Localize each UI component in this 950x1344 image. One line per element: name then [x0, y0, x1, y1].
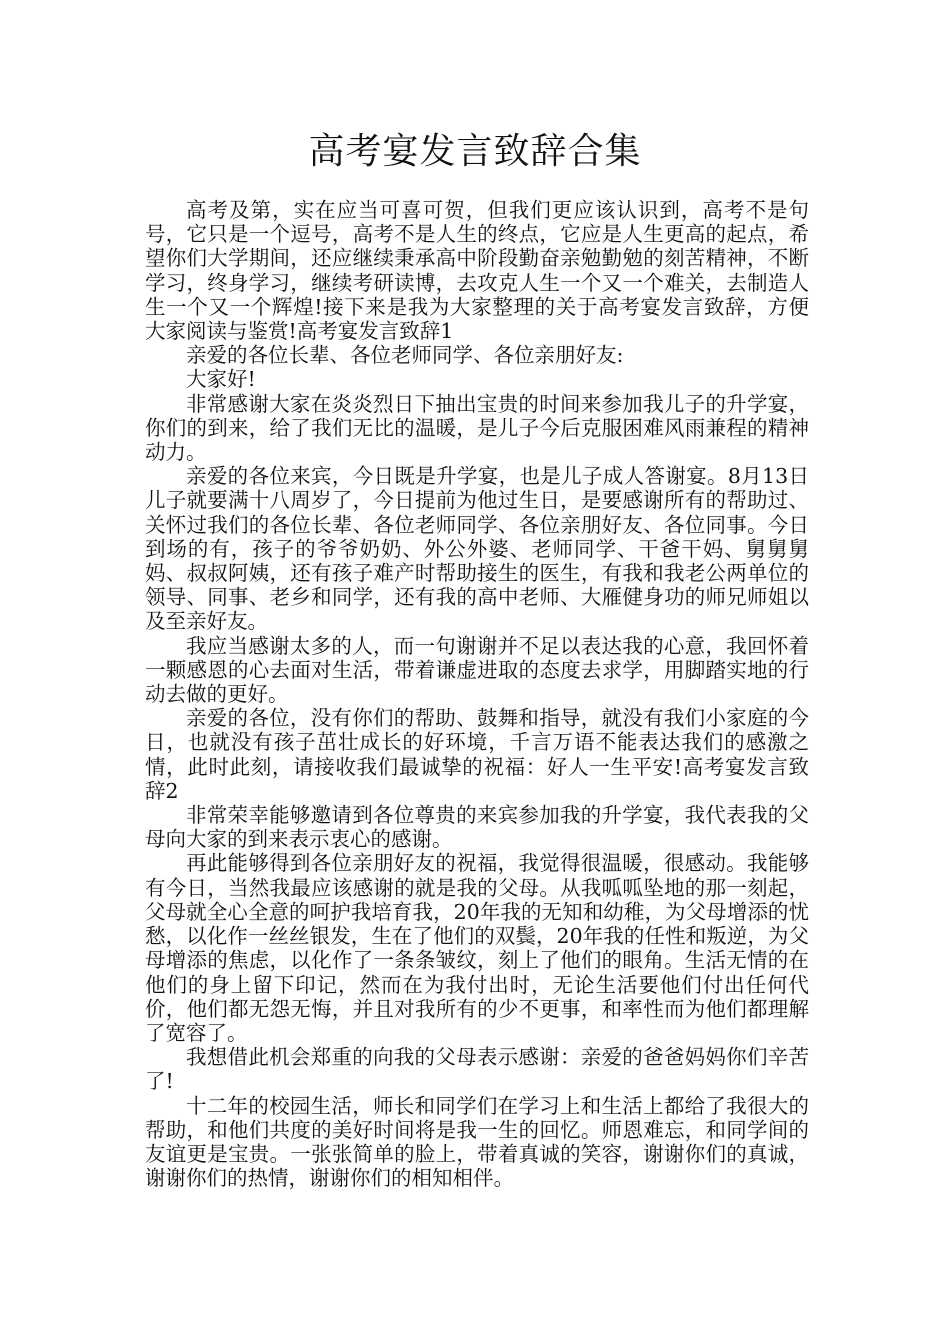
paragraph-honor: 非常荣幸能够邀请到各位尊贵的来宾参加我的升学宴，我代表我的父母向大家的到来表示衷心的感谢。	[145, 803, 809, 852]
paragraph-school-life: 十二年的校园生活，师长和同学们在学习上和生活上都给了我很大的帮助，和他们共度的美好时间将是我一生的回忆。师恩难忘，和同学间的友谊更是宝贵。一张张简单的脸上，带着真诚的笑容，谢谢你们的真诚，谢谢你们的热情，谢谢你们的相知相伴。	[145, 1093, 809, 1191]
document-body	[145, 198, 809, 1190]
paragraph-guests: 亲爱的各位来宾，今日既是升学宴，也是儿子成人答谢宴。8月13日儿子就要满十八周岁了，今日提前为他过生日，是要感谢所有的帮助过、关怀过我们的各位长辈、各位老师同学、各位亲朋好友、各位同事。今日到场的有，孩子的爷爷奶奶、外公外婆、老师同学、干爸干妈、舅舅舅妈、叔叔阿姨，还有孩子难产时帮助接生的医生，有我和我老公两单位的领导、同事、老乡和同学，还有我的高中老师、大雁健身功的师兄师姐以及至亲好友。	[145, 464, 809, 634]
paragraph-intro: 高考及第，实在应当可喜可贺，但我们更应该认识到，高考不是句号，它只是一个逗号，高考不是人生的终点，它应是人生更高的起点，希望你们大学期间，还应继续秉承高中阶段勤奋亲勉勤勉的刻苦精神，不断学习，终身学习，继续考研读博，去攻克人生一个又一个难关，去制造人生一个又一个辉煌!接下来是我为大家整理的关于高考宴发言致辞，方便大家阅读与鉴赏!高考宴发言致辞1	[145, 198, 809, 344]
paragraph-greeting-guests: 亲爱的各位长辈、各位老师同学、各位亲朋好友:	[186, 343, 624, 368]
paragraph-parents: 再此能够得到各位亲朋好友的祝福，我觉得很温暖，很感动。我能够有今日，当然我最应该感谢的就是我的父母。从我呱呱坠地的那一刻起，父母就全心全意的呵护我培育我，20年我的无知和幼稚，为父母增添的忧愁，以化作一丝丝银发，生在了他们的双鬓，20年我的任性和叛逆，为父母增添的焦虑，以化作了一条条皱纹，刻上了他们的眼角。生活无情的在他们的身上留下印记，然而在为我付出时，无论生活要他们付出任何代价，他们都无怨无悔，并且对我所有的少不更事，和率性而为他们都理解了宽容了。	[145, 851, 809, 1045]
paragraph-gratitude: 我应当感谢太多的人，而一句谢谢并不足以表达我的心意，我回怀着一颗感恩的心去面对生活，带着谦虚进取的态度去求学，用脚踏实地的行动去做的更好。	[145, 633, 809, 707]
paragraph-hello: 大家好!	[186, 367, 256, 392]
paragraph-thank-parents: 我想借此机会郑重的向我的父母表示感谢：亲爱的爸爸妈妈你们辛苦了!	[145, 1045, 809, 1094]
document-title: 高考宴发言致辞合集	[308, 131, 642, 172]
paragraph-blessing: 亲爱的各位，没有你们的帮助、鼓舞和指导，就没有我们小家庭的今日，也就没有孩子茁壮成长的好环境，千言万语不能表达我们的感激之情，此时此刻，请接收我们最诚挚的祝福：好人一生平安!高考宴发言致辞2	[145, 706, 809, 803]
paragraph-thanks: 非常感谢大家在炎炎烈日下抽出宝贵的时间来参加我儿子的升学宴，你们的到来，给了我们无比的温暖，是儿子今后克服困难风雨兼程的精神动力。	[145, 391, 809, 465]
